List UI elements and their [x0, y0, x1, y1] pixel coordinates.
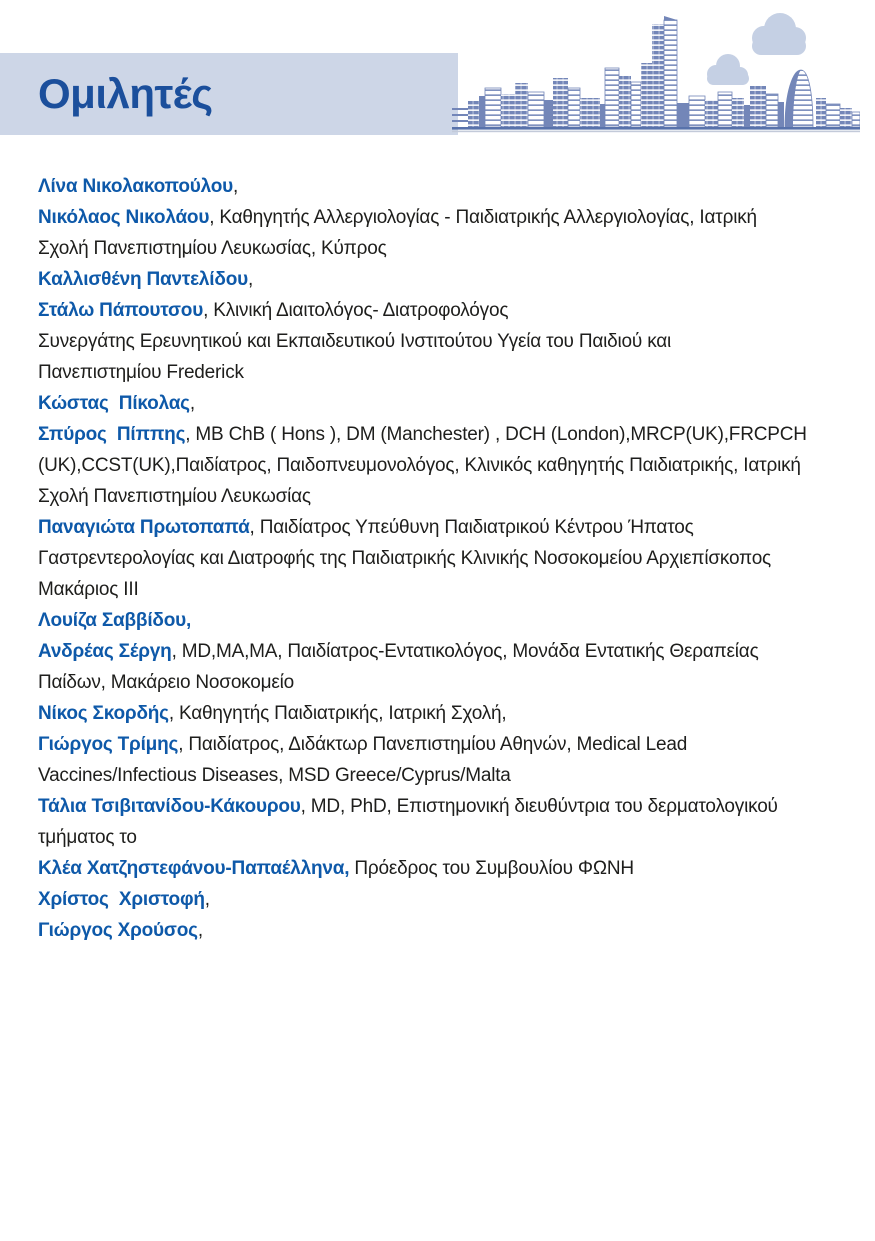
speaker-line [38, 171, 850, 202]
speaker-line [38, 202, 850, 233]
speaker-name: Γιώργος Χρούσος [38, 920, 198, 941]
speaker-name: Ανδρέας Σέργη [38, 641, 172, 662]
speaker-detail: , MD,MA,MA, Παιδίατρος-Εντατικολόγος, Μονάδα Εντατικής Θεραπείας [171, 641, 759, 662]
page-title: Ομιλητές [38, 70, 213, 117]
speaker-detail: , [247, 269, 254, 290]
speaker-name: Καλλισθένη Παντελίδου [38, 269, 248, 290]
speaker-detail: (UK),CCST(UK),Παιδίατρος, Παιδοπνευμονολόγος, Κλινικός καθηγητής Παιδιατρικής, Ιατρική [38, 455, 801, 476]
speaker-name: Τάλια Τσιβιτανίδου-Κάκουρου [38, 796, 301, 817]
speaker-line [38, 729, 850, 760]
speaker-detail: , [233, 176, 239, 197]
speaker-detail: , [197, 920, 203, 941]
speaker-line [38, 698, 850, 729]
speaker-name: Κλέα Χατζηστεφάνου-Παπαέλληνα, [38, 858, 350, 879]
speaker-name: Γιώργος Τρίμης [38, 734, 179, 755]
speaker-name: Λίνα Νικολακοπούλου [38, 176, 233, 197]
cloud-icon-small [707, 54, 749, 85]
skyline-baseline [452, 127, 860, 130]
speaker-line [38, 419, 850, 450]
speaker-detail: Σχολή Πανεπιστημίου Λευκωσίας, Κύπρος [38, 238, 387, 259]
speaker-line [38, 667, 850, 698]
speaker-detail: , Κλινική Διαιτολόγος- Διατροφολόγος [203, 300, 509, 321]
speaker-name: Νίκος Σκορδής [38, 703, 169, 724]
speaker-detail: , Καθηγητής Παιδιατρικής, Ιατρική Σχολή, [168, 703, 507, 724]
speaker-line [38, 233, 850, 264]
speaker-line [38, 915, 850, 946]
speaker-line [38, 884, 850, 915]
speaker-detail: , MD, PhD, Επιστημονική διευθύντρια του δερματολογικού [300, 796, 778, 817]
speaker-detail: , Καθηγητής Αλλεργιολογίας - Παιδιατρικής Αλλεργιολογίας, Ιατρική [209, 207, 757, 228]
speaker-detail: Πρόεδρος του Συμβουλίου ΦΩΝΗ [349, 858, 634, 879]
city-skyline-illustration [452, 8, 860, 135]
speaker-line [38, 326, 850, 357]
speaker-detail: , [204, 889, 210, 910]
speaker-line [38, 481, 850, 512]
speaker-detail: , Παιδίατρος Υπεύθυνη Παιδιατρικού Κέντρου Ήπατος [249, 517, 694, 538]
speaker-line [38, 450, 850, 481]
speaker-line [38, 388, 850, 419]
speaker-detail: τμήματος το [38, 827, 137, 848]
speaker-line [38, 853, 850, 884]
speaker-line [38, 791, 850, 822]
speaker-detail: , MB ChB ( Hons ), DM (Manchester) , DCH (London),MRCP(UK),FRCPCH [185, 424, 807, 445]
speaker-name: Κώστας Πίκολας [38, 393, 190, 414]
speaker-name: Χρίστος Χριστοφή [38, 889, 205, 910]
speaker-name: Παναγιώτα Πρωτοπαπά [38, 517, 250, 538]
cloud-icon [752, 13, 806, 55]
speaker-detail: Σχολή Πανεπιστημίου Λευκωσίας [38, 486, 311, 507]
speaker-detail: , Παιδίατρος, Διδάκτωρ Πανεπιστημίου Αθηνών, Medical Lead [178, 734, 688, 755]
speakers-list [38, 171, 850, 946]
speaker-line [38, 512, 850, 543]
speaker-line [38, 760, 850, 791]
speaker-name: Σπύρος Πίππης [38, 424, 186, 445]
speaker-detail: Παίδων, Μακάρειο Νοσοκομείο [38, 672, 295, 693]
speaker-line [38, 574, 850, 605]
speaker-name: Νικόλαος Νικολάου [38, 207, 210, 228]
header-banner [0, 53, 458, 135]
speaker-detail: Συνεργάτης Ερευνητικού και Εκπαιδευτικού Ινστιτούτου Υγεία του Παιδιού και [38, 331, 672, 352]
speaker-line [38, 264, 850, 295]
speaker-detail: , [189, 393, 195, 414]
speaker-line [38, 357, 850, 388]
speaker-line [38, 605, 850, 636]
speaker-detail: Vaccines/Infectious Diseases, MSD Greece/Cyprus/Malta [38, 765, 511, 786]
speaker-detail: Πανεπιστημίου Frederick [38, 362, 244, 383]
speaker-detail: Γαστρεντερολογίας και Διατροφής της Παιδιατρικής Κλινικής Νοσοκομείου Αρχιεπίσκοπος [38, 548, 772, 569]
speaker-name: Λουίζα Σαββίδου, [38, 610, 192, 631]
speaker-line [38, 636, 850, 667]
speaker-line [38, 295, 850, 326]
speaker-line [38, 543, 850, 574]
speaker-detail: Μακάριος III [38, 579, 139, 600]
speaker-name: Στάλω Πάπουτσου [38, 300, 204, 321]
skyscraper-icon [652, 16, 677, 127]
speaker-line [38, 822, 850, 853]
